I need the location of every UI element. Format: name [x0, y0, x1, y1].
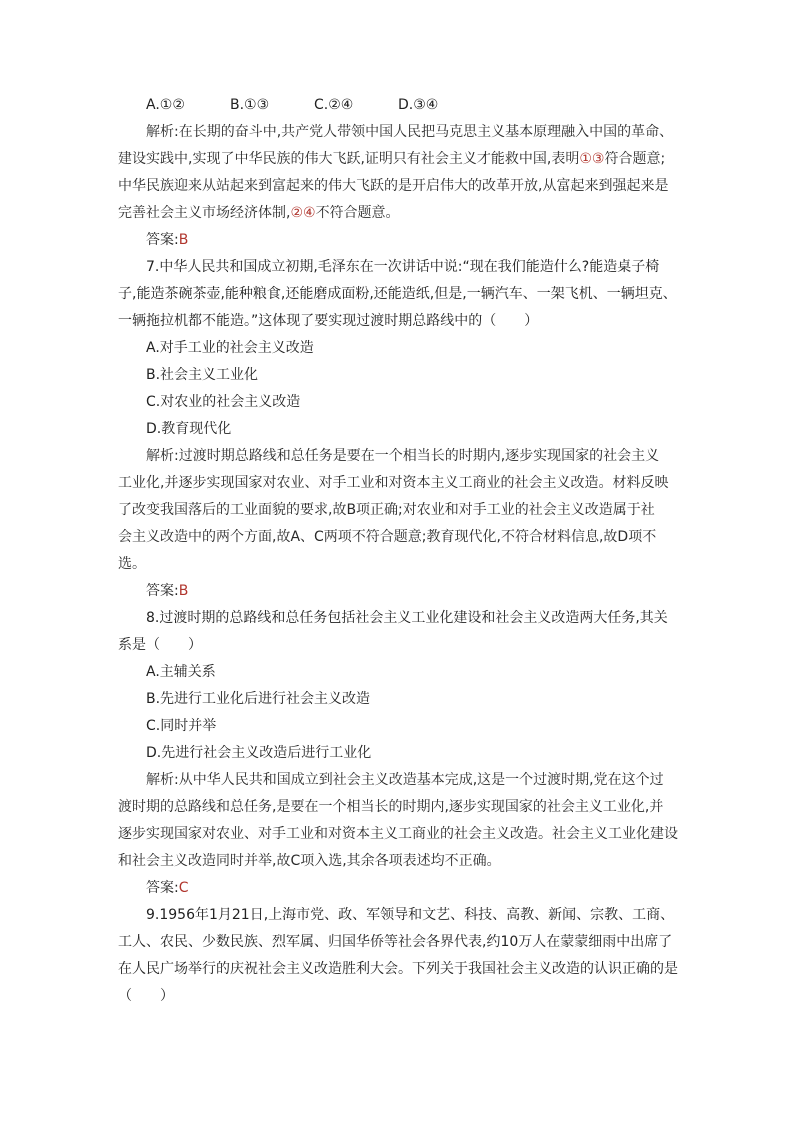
q8-analysis-line: 渡时期的总路线和总任务,是要在一个相当长的时期内,逐步实现国家的社会主义工业化,并 — [118, 799, 664, 815]
q7-analysis-line: 工业化,并逐步实现国家对农业、对手工业和对资本主义工商业的社会主义改造。材料反映 — [118, 475, 669, 491]
q8-analysis — [118, 767, 682, 875]
q7-option-a: A.对手工业的社会主义改造 — [146, 340, 314, 356]
answer-label: 答案: — [146, 232, 179, 248]
q6-option-a: A.①② — [146, 97, 185, 113]
q6-option-b: B.①③ — [230, 97, 270, 113]
answer-value: B — [178, 583, 189, 599]
q7-option-c: C.对农业的社会主义改造 — [146, 394, 301, 410]
q6-analysis-line: 中华民族迎来从站起来到富起来的伟大飞跃的是开启伟大的改革开放,从富起来到强起来是 — [118, 178, 669, 194]
q6-highlight-24: ②④ — [290, 205, 316, 221]
q6-analysis-line: 解析:在长期的奋斗中,共产党人带领中国人民把马克思主义基本原理融入中国的革命、 — [146, 124, 674, 140]
q6-option-d: D.③④ — [398, 97, 439, 113]
answer-label: 答案: — [146, 880, 179, 896]
q6-highlight-13: ①③ — [579, 151, 605, 167]
q9-stem — [118, 902, 682, 1010]
answer-value: C — [178, 880, 189, 896]
q8-stem-line: 系是（ ） — [118, 637, 202, 653]
q7-analysis-line: 选。 — [118, 556, 146, 572]
q7-stem-line: 7.中华人民共和国成立初期,毛泽东在一次讲话中说:“现在我们能造什么?能造桌子椅 — [146, 259, 660, 275]
answer-label: 答案: — [146, 583, 179, 599]
q8-option-a: A.主辅关系 — [146, 664, 216, 680]
q8-options — [118, 659, 682, 767]
q7-stem-line: 一辆拖拉机都不能造。”这体现了要实现过渡时期总路线中的（ ） — [118, 313, 539, 329]
q8-answer — [118, 875, 682, 902]
q7-analysis — [118, 443, 682, 578]
q9-stem-line: 在人民广场举行的庆祝社会主义改造胜利大会。下列关于我国社会主义改造的认识正确的是 — [118, 961, 678, 977]
q6-options — [118, 92, 682, 119]
q6-analysis-line: 完善社会主义市场经济体制,②④不符合题意。 — [118, 205, 400, 221]
q7-option-d: D.教育现代化 — [146, 421, 232, 437]
q7-options — [118, 335, 682, 443]
q8-stem — [118, 605, 682, 659]
q6-answer — [118, 227, 682, 254]
q9-stem-line: 9.1956年1月21日,上海市党、政、军领导和文艺、科技、高教、新闻、宗教、工商、 — [146, 907, 675, 923]
q8-analysis-line: 和社会主义改造同时并举,故C项入选,其余各项表述均不正确。 — [118, 853, 501, 869]
q7-stem-line: 子,能造茶碗茶壶,能种粮食,还能磨成面粉,还能造纸,但是,一辆汽车、一架飞机、一辆坦克、 — [118, 286, 677, 302]
q8-option-d: D.先进行社会主义改造后进行工业化 — [146, 745, 372, 761]
q8-analysis-line: 逐步实现国家对农业、对手工业和对资本主义工商业的社会主义改造。社会主义工业化建设 — [118, 826, 678, 842]
q7-analysis-line: 会主义改造中的两个方面,故A、C两项不符合题意;教育现代化,不符合材料信息,故D项不 — [118, 529, 657, 545]
q8-stem-line: 8.过渡时期的总路线和总任务包括社会主义工业化建设和社会主义改造两大任务,其关 — [146, 610, 668, 626]
q6-analysis — [118, 119, 682, 227]
q8-option-c: C.同时并举 — [146, 718, 217, 734]
q8-analysis-line: 解析:从中华人民共和国成立到社会主义改造基本完成,这是一个过渡时期,党在这个过 — [146, 772, 664, 788]
q8-option-b: B.先进行工业化后进行社会主义改造 — [146, 691, 371, 707]
q7-answer — [118, 578, 682, 605]
q7-analysis-line: 解析:过渡时期总路线和总任务是要在一个相当长的时期内,逐步实现国家的社会主义 — [146, 448, 660, 464]
q6-analysis-line: 建设实践中,实现了中华民族的伟大飞跃,证明只有社会主义才能救中国,表明①③符合题意; — [118, 151, 666, 167]
q7-option-b: B.社会主义工业化 — [146, 367, 259, 383]
q6-option-c: C.②④ — [314, 97, 354, 113]
q9-stem-line: （ ） — [118, 988, 174, 1004]
q7-analysis-line: 了改变我国落后的工业面貌的要求,故B项正确;对农业和对手工业的社会主义改造属于社 — [118, 502, 655, 518]
answer-value: B — [178, 232, 189, 248]
q9-stem-line: 工人、农民、少数民族、烈军属、归国华侨等社会各界代表,约10万人在蒙蒙细雨中出席了 — [118, 934, 673, 950]
q7-stem — [118, 254, 682, 335]
